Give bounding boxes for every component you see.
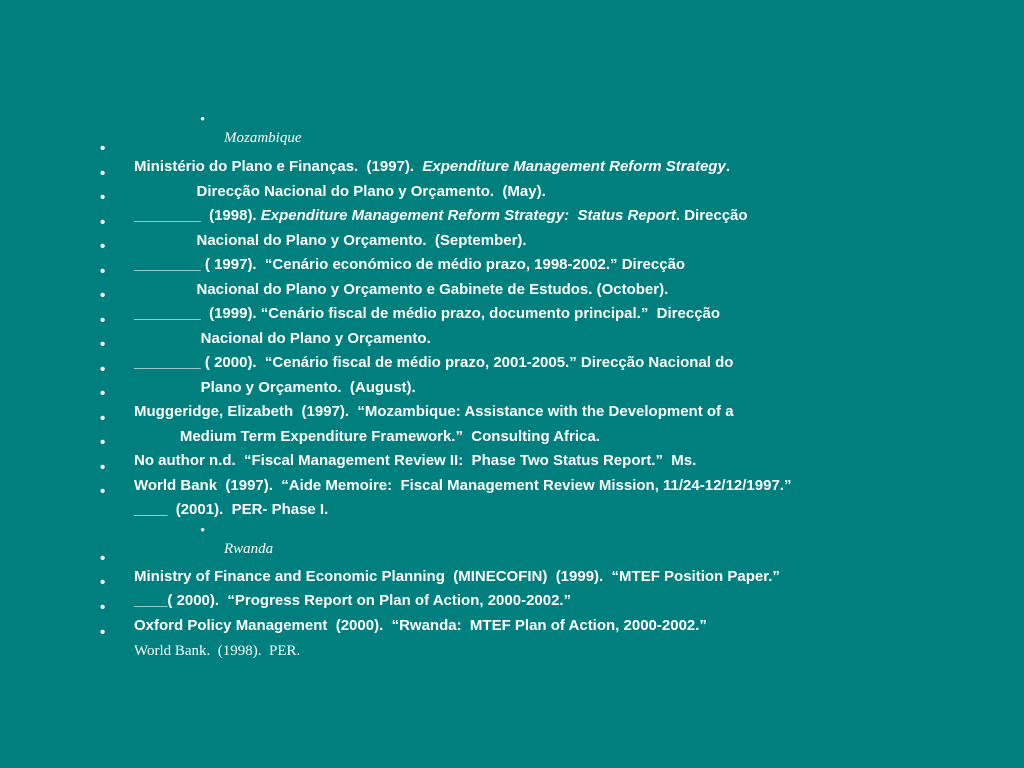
bullet: • — [100, 410, 106, 427]
heading-title: Mozambique — [224, 130, 302, 146]
reference-text: Plano y Orçamento. (August). — [134, 379, 416, 396]
heading-bullet: • — [200, 523, 206, 539]
reference-text: World Bank (1997). “Aide Memoire: Fiscal Management Review Mission, 11/24-12/12/1997.” — [134, 477, 792, 494]
reference-text: ____( 2000). “Progress Report on Plan of Action, 2000-2002.” — [134, 592, 572, 609]
bullet: • — [100, 550, 106, 567]
reference-line — [0, 606, 301, 678]
bullet: • — [100, 214, 106, 231]
reference-text: No author n.d. “Fiscal Management Review II: Phase Two Status Report.” Ms. — [134, 452, 697, 469]
bullet: • — [100, 483, 106, 500]
bullet: • — [100, 189, 106, 206]
reference-text: Nacional do Plano y Orçamento e Gabinete de Estudos. (October). — [134, 281, 669, 298]
reference-text: World Bank. (1998). PER. — [134, 643, 301, 659]
bullet: • — [100, 287, 106, 304]
bullet: • — [100, 361, 106, 378]
reference-text: Muggeridge, Elizabeth (1997). “Mozambique: Assistance with the Development of a — [134, 403, 734, 420]
reference-text: ________ (1998). Expenditure Management Reform Strategy: Status Report. Direcção — [134, 207, 748, 224]
bullet: • — [100, 165, 106, 182]
bullet: • — [100, 140, 106, 157]
heading-title: Rwanda — [224, 541, 274, 557]
bullet: • — [100, 624, 106, 641]
reference-text: Oxford Policy Management (2000). “Rwanda: MTEF Plan of Action, 2000-2002.” — [134, 617, 707, 634]
bullet: • — [100, 574, 106, 591]
bullet: • — [100, 459, 106, 476]
reference-text: Ministério do Plano e Finanças. (1997). Expenditure Management Reform Strategy. — [134, 158, 730, 175]
reference-text: ________ ( 2000). “Cenário fiscal de médio prazo, 2001-2005.” Direcção Nacional do — [134, 354, 734, 371]
bullet: • — [100, 385, 106, 402]
bullet: • — [100, 599, 106, 616]
reference-text: Medium Term Expenditure Framework.” Consulting Africa. — [134, 428, 600, 445]
heading-bullet: • — [200, 112, 206, 128]
reference-text: ____ (2001). PER- Phase I. — [134, 501, 329, 518]
bullet: • — [100, 336, 106, 353]
reference-text: ________ (1999). “Cenário fiscal de médio prazo, documento principal.” Direcção — [134, 305, 721, 322]
bullet: • — [100, 312, 106, 329]
reference-text: Nacional do Plano y Orçamento. (September). — [134, 232, 527, 249]
bullet: • — [100, 263, 106, 280]
reference-text: Direcção Nacional do Plano y Orçamento. (May). — [134, 183, 546, 200]
reference-text: Ministry of Finance and Economic Planning (MINECOFIN) (1999). “MTEF Position Paper.” — [134, 568, 780, 585]
bullet: • — [100, 434, 106, 451]
bullet: • — [100, 238, 106, 255]
reference-text: Nacional do Plano y Orçamento. — [134, 330, 431, 347]
reference-text: ________ ( 1997). “Cenário económico de médio prazo, 1998-2002.” Direcção — [134, 256, 686, 273]
